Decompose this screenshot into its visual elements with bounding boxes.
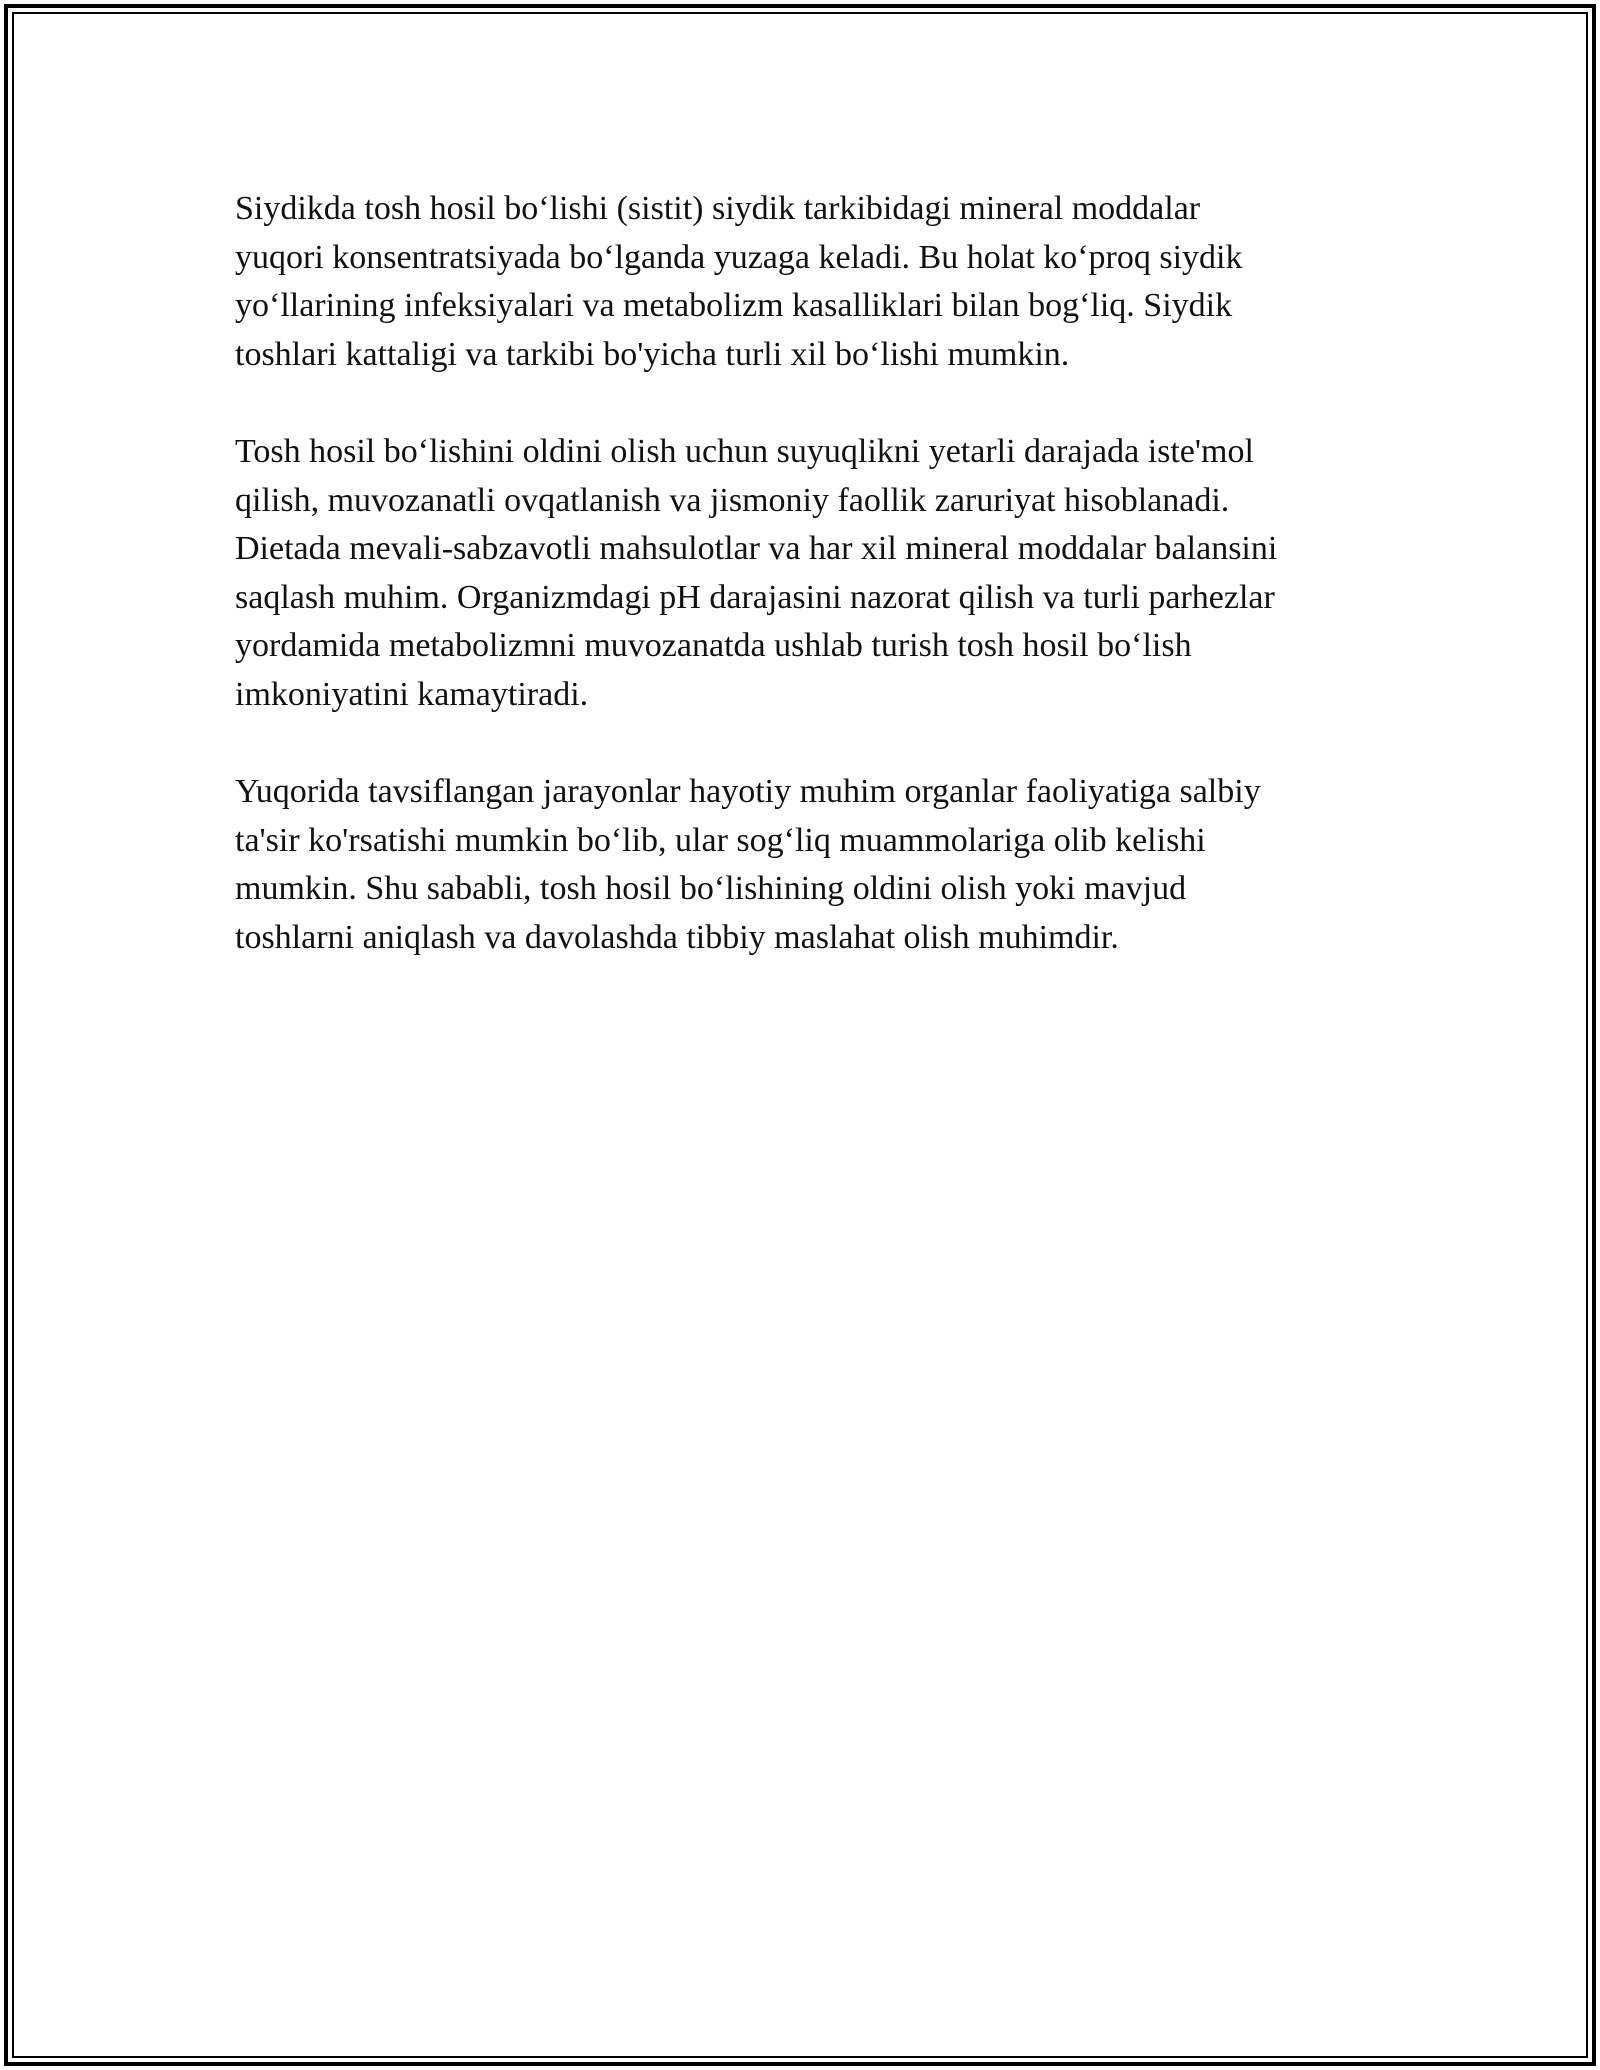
paragraph-2: Tosh hosil bo‘lishini oldini olish uchun suyuqlikni yetarli darajada iste'mol qilish, muvozanatli ovqatlanish va jismoniy faollik zaruriyat hisoblanadi. Dietada mevali-sabzavotli mahsulotlar va har xil mineral moddalar balansini saqlash muhim. Organizmdagi pH darajasini nazorat qilish va turli parhezlar yordamida metabolizmni muvozanatda ushlab turish tosh hosil bo‘lish imkoniyatini kamaytiradi. xyxy=(235,433,1278,713)
document-body xyxy=(235,185,1385,1011)
paragraph-1: Siydikda tosh hosil bo‘lishi (sistit) siydik tarkibidagi mineral moddalar yuqori konsentratsiyada bo‘lganda yuzaga keladi. Bu holat ko‘proq siydik yo‘llarining infeksiyalari va metabolizm kasalliklari bilan bog‘liq. Siydik toshlari kattaligi va tarkibi bo'yicha turli xil bo‘lishi mumkin. xyxy=(235,190,1243,373)
paragraph-3: Yuqorida tavsiflangan jarayonlar hayotiy muhim organlar faoliyatiga salbiy ta'sir ko'rsatishi mumkin bo‘lib, ular sog‘liq muammolariga olib kelishi mumkin. Shu sababli, tosh hosil bo‘lishining oldini olish yoki mavjud toshlarni aniqlash va davolashda tibbiy maslahat olish muhimdir. xyxy=(235,773,1261,956)
